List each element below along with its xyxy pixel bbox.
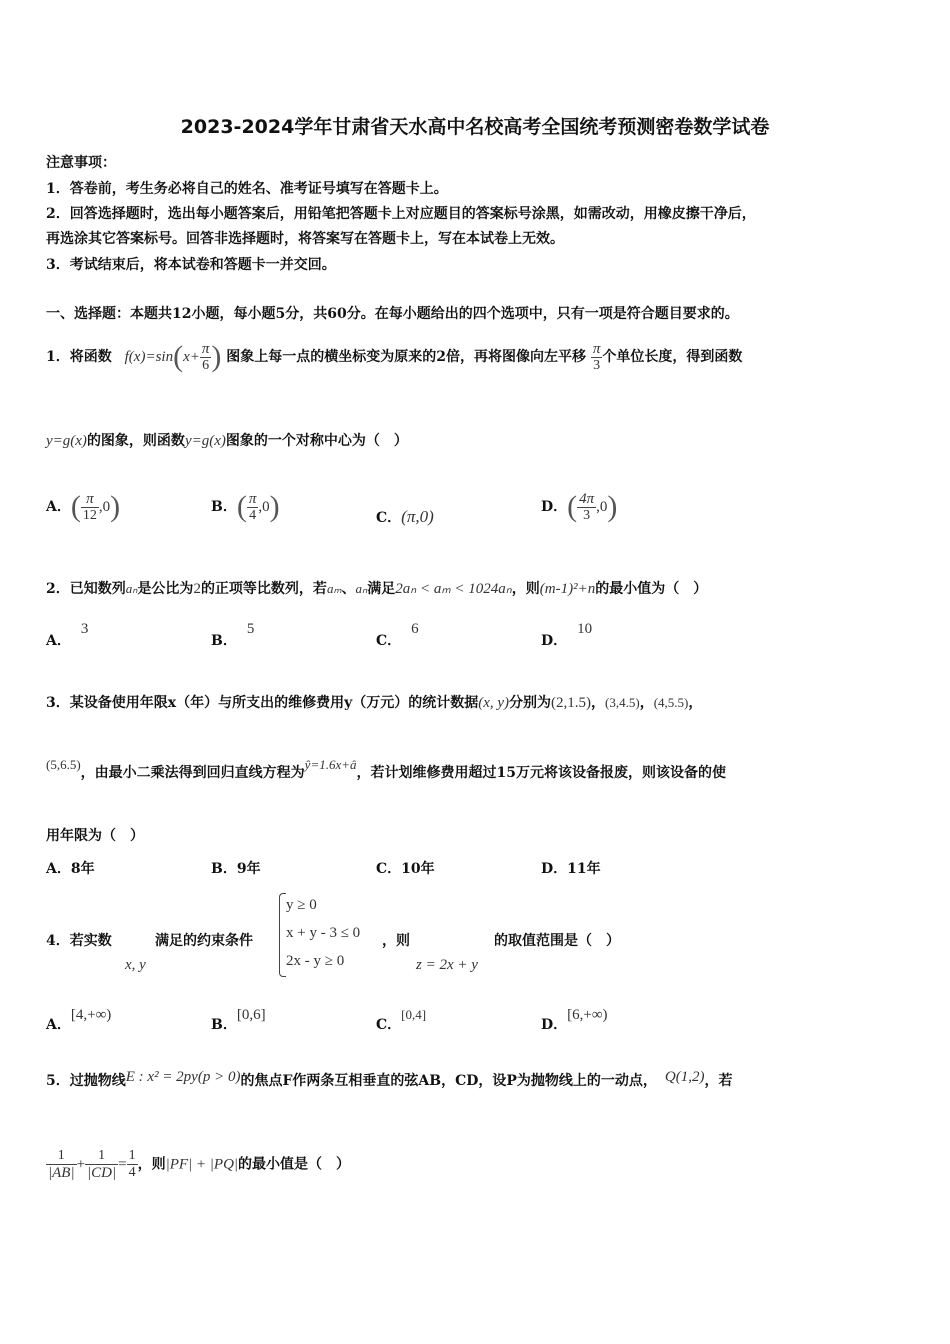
q5-parabola: E : x² = 2py(p > 0) [125,1069,241,1085]
q1-frac-pi-3 [591,341,603,374]
q4-option-a[interactable] [46,1007,112,1034]
q1-option-a[interactable] [46,490,120,524]
q2-text-6: 的最小值为（ ） [595,581,708,597]
constraint-2: x + y - 3 ≤ 0 [286,925,361,941]
notes-heading: 注意事项： [46,155,116,171]
q2-text-3: 的正项等比数列，若 [200,581,327,597]
option-label: D． [541,499,568,515]
frac-den: 3 [583,507,591,523]
option-label: A． [46,633,71,649]
q5-frac-cd [85,1148,118,1181]
q3-text-1: 3．某设备使用年限x（年）与所支出的维修费用y（万元）的统计数据 [46,695,479,711]
frac-den: 6 [202,357,210,373]
q2-two: 2 [193,581,201,597]
option-value: 10 [577,621,593,637]
q1-gx: y=g(x) [46,433,87,449]
q3-option-a[interactable]: A．8年 [46,861,95,877]
q3-text-2: 分别为 [509,695,552,711]
notes-item-2: 2．回答选择题时，选出每小题答案后，用铅笔把答题卡上对应题目的答案标号涂黑，如需改动，用橡皮擦干净后， [46,206,756,222]
paren-left: ( [236,490,247,523]
q3-comma: ， [639,695,654,711]
q2-expr: (m-1)²+n [539,581,596,597]
constraint-brace [279,893,286,977]
option-tail: ,0 [258,499,270,515]
option-value: [6,+∞) [567,1007,608,1023]
q3-point-1: (2,1.5) [551,695,592,711]
option-label: A． [46,1017,71,1033]
q1-text-2: 个单位长度，得到函数 [602,349,743,365]
option-label: B． [211,1017,237,1033]
option-frac [577,491,596,524]
notes-item-2-cont: 再选涂其它答案标号。回答非选择题时，将答案写在答题卡上，写在本试卷上无效。 [46,231,564,247]
paren-right: ) [269,490,280,523]
frac-num: π [81,491,99,508]
option-label: A． [46,499,71,515]
option-tail: ,0 [98,499,111,515]
option-value: [0,6] [236,1007,266,1023]
paren-right: ) [211,340,222,373]
q2-option-a[interactable] [46,621,89,650]
option-value: [0,4] [401,1007,427,1022]
q5-plus: + [76,1156,86,1173]
q3-point-2: (3,4.5) [605,695,640,710]
constraint-system [286,891,360,975]
question-4-text-2: 满足的约束条件 [155,933,253,949]
q5-frac-quarter [127,1148,138,1181]
option-label: C． [376,633,402,649]
frac-num: π [201,340,210,357]
frac-den: 3 [593,357,601,373]
q5-equals: = [118,1156,127,1173]
frac-num: 1 [128,1148,136,1163]
q1-text-3: 的图象，则函数 [86,433,185,449]
notes-item-1: 1．答卷前，考生务必将自己的姓名、准考证号填写在答题卡上。 [46,181,448,197]
q3-option-c[interactable]: C．10年 [376,861,435,877]
q3-text-3: ，由最小二乘法得到回归直线方程为 [80,765,305,781]
option-label: C． [376,1017,402,1033]
q3-point-3: (4,5.5) [653,695,689,710]
frac-den: 4 [128,1165,136,1180]
option-value: 3 [80,621,89,637]
option-label: C． [376,510,402,526]
q4-option-c[interactable] [376,1007,427,1034]
q2-sep: 、 [341,581,356,597]
frac-den: |AB| [48,1165,75,1181]
section-heading: 一、选择题：本题共12小题，每小题5分，共60分。在每小题给出的四个选项中，只有一项是符合题目要求的。 [46,306,739,322]
question-1-line-2 [46,430,408,450]
q3-regression: ŷ=1.6x+â [304,757,357,772]
frac-den: 12 [82,507,97,523]
frac-num: π [248,490,257,507]
q3-text-4: ，若计划维修费用超过15万元将该设备报废，则该设备的使 [356,765,726,781]
question-4-text-4: 的取值范围是（ ） [494,933,620,949]
question-5-line-1 [46,1070,733,1090]
q3-xy: (x, y) [478,695,510,711]
question-5-line-2 [46,1148,350,1181]
frac-num: 1 [85,1148,118,1165]
paren-right: ) [607,490,618,523]
paren-left: ( [567,490,578,523]
option-tail: ,0 [596,499,608,515]
q1-option-d[interactable] [541,490,617,524]
q3-option-b[interactable]: B．9年 [211,861,261,877]
q1-text-1: 图象上每一点的横坐标变为原来的2倍，再将图像向左平移 [226,349,586,365]
page-title: 2023-2024学年甘肃省天水高中名校高考全国统考预测密卷数学试卷 [180,116,770,138]
paren-right: ) [110,490,121,523]
constraint-3: 2x - y ≥ 0 [286,953,345,969]
q5-text-5: 的最小值是（ ） [238,1156,351,1173]
frac-num: 1 [46,1148,77,1165]
question-3-line-1 [46,692,702,712]
q5-point-q: Q(1,2) [664,1069,705,1085]
q1-fx: f(x)=sin [124,349,174,365]
option-value: 6 [411,621,419,637]
q2-option-b[interactable] [211,621,255,650]
question-4-text-3: ，则 [382,933,410,949]
q5-text-3: ，若 [704,1073,733,1089]
q3-comma: ， [591,695,606,711]
q1-text-4: 图象的一个对称中心为（ ） [225,433,408,449]
frac-num: 4π [579,490,595,507]
q2-text-4: 满足 [367,581,396,597]
q5-expr: |PF| + |PQ| [165,1156,239,1173]
option-frac [247,491,259,524]
q1-option-b[interactable] [211,490,280,524]
question-3-line-2 [46,757,726,782]
q2-text-1: 2．已知数列 [46,581,126,597]
q3-point-4: (5,6.5) [46,757,81,772]
q1-number: 1．将函数 [46,349,112,365]
option-value: 5 [246,621,255,637]
constraint-1: y ≥ 0 [286,897,317,913]
q5-text-2: 的焦点F作两条互相垂直的弦AB，CD，设P为抛物线上的一动点， [240,1073,657,1089]
question-2-line [46,578,707,598]
frac-den: |CD| [87,1165,117,1181]
notes-item-3: 3．考试结束后，将本试卷和答题卡一并交回。 [46,257,336,273]
q2-an: aₙ [125,581,138,596]
paren-left: ( [173,340,184,373]
q1-option-c[interactable] [376,507,434,527]
q4-option-b[interactable] [211,1007,266,1034]
q5-text-4: ，则 [137,1156,166,1173]
q3-comma: ， [688,695,703,711]
q2-am: aₘ [326,581,342,596]
option-label: B． [211,633,237,649]
option-value: [4,+∞) [70,1007,112,1023]
q1-gx-2: y=g(x) [184,433,226,449]
question-4-text-1: 4．若实数 [46,933,112,949]
question-1-line-1 [46,340,742,374]
question-3-line-3: 用年限为（ ） [46,828,144,844]
q4-xy: x, y [125,957,146,973]
option-label: D． [541,1017,568,1033]
q5-text-1: 5．过抛物线 [46,1073,126,1089]
option-label: B． [211,499,237,515]
q2-inequality: 2aₙ < aₘ < 1024aₙ [395,581,512,597]
q5-frac-ab [46,1148,77,1181]
q1-x-plus: x+ [183,349,200,365]
q4-objective: z = 2x + y [416,957,478,973]
q1-frac-pi-6 [200,341,212,374]
option-value: (π,0) [401,507,434,526]
q4-option-d[interactable] [541,1007,608,1034]
paren-left: ( [70,490,81,523]
option-frac [81,491,99,524]
q3-option-d[interactable]: D．11年 [541,861,601,877]
q2-an-2: aₙ [355,581,368,596]
frac-den: 4 [249,507,257,523]
q2-text-5: ，则 [511,581,540,597]
option-label: D． [541,633,568,649]
q2-option-d[interactable] [541,621,593,650]
q2-text-2: 是公比为 [137,581,194,597]
q2-option-c[interactable] [376,621,419,650]
frac-num: π [592,340,601,357]
